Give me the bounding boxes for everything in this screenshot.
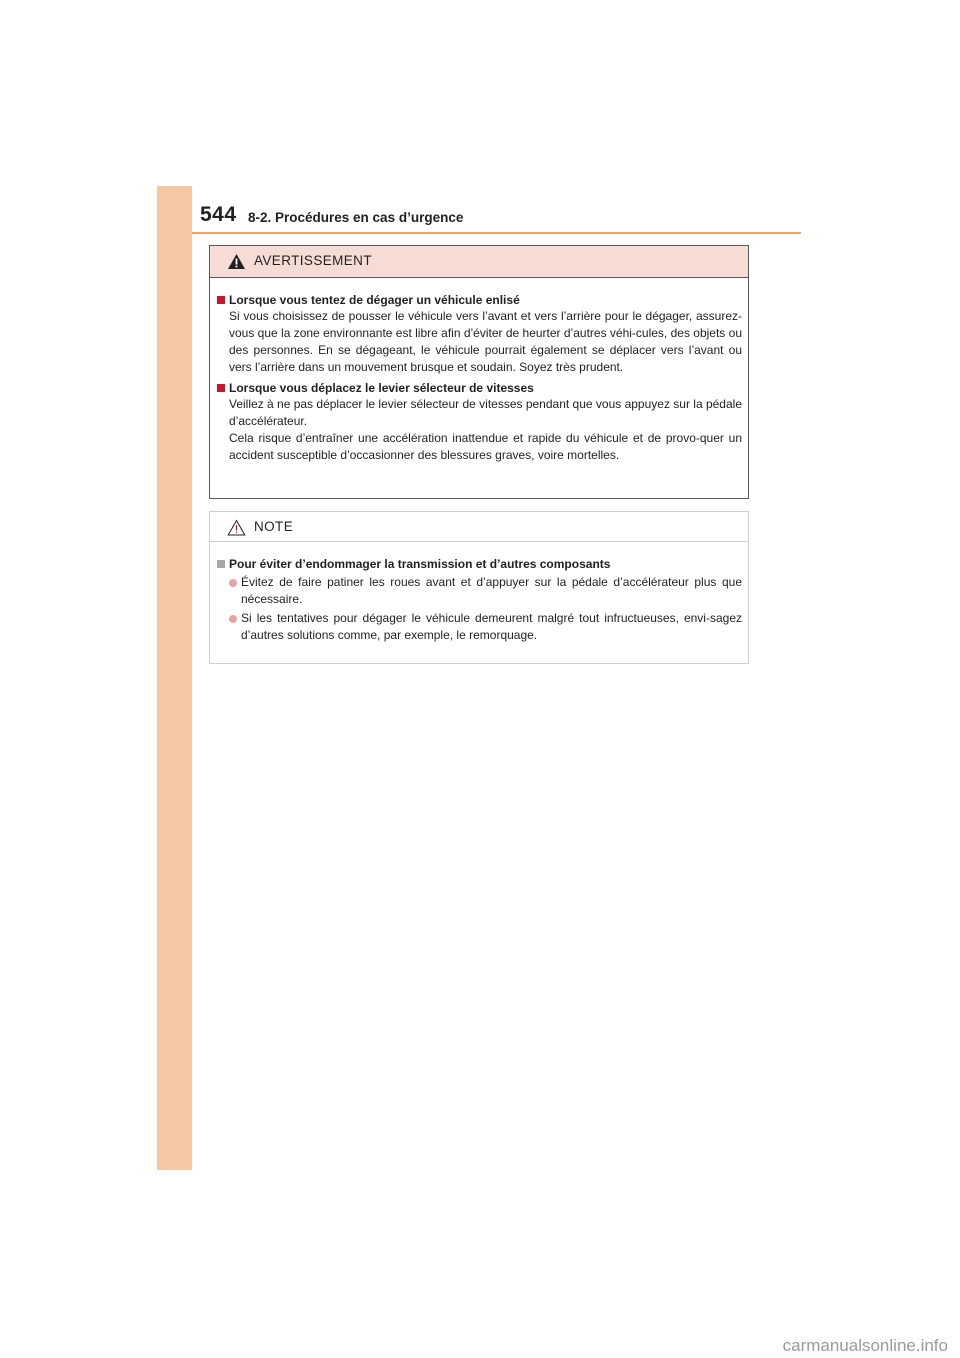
side-color-band [157, 186, 192, 1170]
warning-header [210, 246, 748, 278]
header-rule [192, 232, 801, 234]
warning-triangle-icon [227, 253, 246, 270]
round-bullet-icon [229, 579, 237, 587]
warning-item-title [217, 380, 742, 396]
warning-label: AVERTISSEMENT [254, 253, 372, 268]
note-item-title-text: Pour éviter d’endommager la transmission et d’autres composants [229, 557, 611, 571]
note-header [210, 512, 748, 542]
square-bullet-icon [217, 384, 225, 392]
square-bullet-icon [217, 296, 225, 304]
note-content [210, 542, 748, 644]
note-box [209, 511, 749, 664]
caution-triangle-icon [227, 519, 246, 536]
warning-content [210, 278, 748, 464]
note-bullet-item [217, 574, 742, 608]
page-number: 544 [200, 203, 237, 226]
section-title: 8-2. Procédures en cas d’urgence [248, 210, 464, 225]
warning-item-title-text: Lorsque vous tentez de dégager un véhicule enlisé [229, 293, 520, 307]
warning-box [209, 245, 749, 499]
warning-item-title-text: Lorsque vous déplacez le levier sélecteur de vitesses [229, 381, 534, 395]
note-bullet-item [217, 610, 742, 644]
warning-paragraph: Veillez à ne pas déplacer le levier sélecteur de vitesses pendant que vous appuyez sur la pédale d’accélérateur. [229, 397, 742, 428]
footer-watermark: carmanualsonline.info [782, 1336, 948, 1355]
warning-paragraph: Si vous choisissez de pousser le véhicule vers l’avant et vers l’arrière pour le dégager, assurez-vous que la zone environnante est libre afin d’éviter de heurter d’autres véhi-cules, des objets ou des personnes. En se dégageant, le véhicule pourrait également se déplacer vers l’avant ou vers l’arrière dans un mouvement brusque et soudain. Soyez très prudent. [229, 309, 742, 374]
round-bullet-icon [229, 615, 237, 623]
note-bullet-text: Si les tentatives pour dégager le véhicule demeurent malgré tout infructueuses, envi-sagez d’autres solutions comme, par exemple, le remorquage. [241, 611, 742, 642]
square-bullet-icon [217, 560, 225, 568]
note-bullet-text: Évitez de faire patiner les roues avant et d’appuyer sur la pédale d’accélérateur plus que nécessaire. [241, 575, 742, 606]
warning-item-title [217, 292, 742, 308]
warning-paragraph: Cela risque d’entraîner une accélération inattendue et rapide du véhicule et de provo-quer un accident susceptible d’occasionner des blessures graves, voire mortelles. [229, 431, 742, 462]
note-item-title [217, 556, 742, 572]
note-label: NOTE [254, 519, 294, 534]
